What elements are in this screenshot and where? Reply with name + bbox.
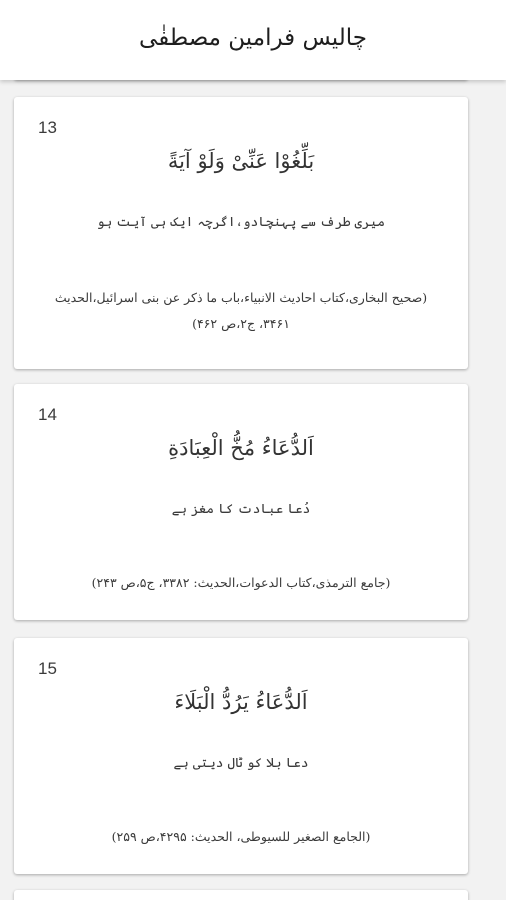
hadith-arabic-text: اَلدُّعَاءُ يَرُدُّ الْبَلَاءَ xyxy=(174,690,308,714)
hadith-list[interactable] xyxy=(0,80,506,900)
hadith-number: 14 xyxy=(38,405,57,424)
hadith-urdu-translation: میری طرف سے پہنچادو،اگرچہ ایک ہی آیت ہو xyxy=(97,215,385,230)
hadith-card[interactable] xyxy=(14,97,468,369)
hadith-card[interactable] xyxy=(14,638,468,874)
hadith-reference: (صحیح البخاری،کتاب احادیث الانبیاء،باب ما ذکر عن بنی اسرائیل،الحدیث ۳۴۶۱، ج۲،ص ۴۶۲) xyxy=(54,290,428,331)
hadith-arabic-text: اَلدُّعَاءُ مُخُّ الْعِبَادَةِ xyxy=(168,436,314,460)
hadith-reference: (الجامع الصغیر للسیوطی، الحدیث: ۴۲۹۵،ص ۲۵۹) xyxy=(111,829,371,844)
hadith-card[interactable] xyxy=(14,384,468,620)
hadith-number: 15 xyxy=(38,659,57,678)
hadith-number: 13 xyxy=(38,118,57,137)
hadith-card[interactable] xyxy=(14,890,468,900)
hadith-urdu-translation: دُعا عبادت کا مغز ہے xyxy=(171,502,311,517)
hadith-urdu-translation: دعا بلا کو ٹال دیتی ہے xyxy=(173,756,309,771)
hadith-reference: (جامع الترمذی،کتاب الدعوات،الحدیث: ۳۳۸۲، ج۵،ص ۲۴۳) xyxy=(91,575,391,590)
hadith-arabic-text: بَلِّغُوْا عَنِّیْ وَلَوْ آيَةً xyxy=(167,149,315,173)
app-bar xyxy=(0,0,506,80)
app-title: چالیس فرامین مصطفٰی xyxy=(139,25,367,51)
